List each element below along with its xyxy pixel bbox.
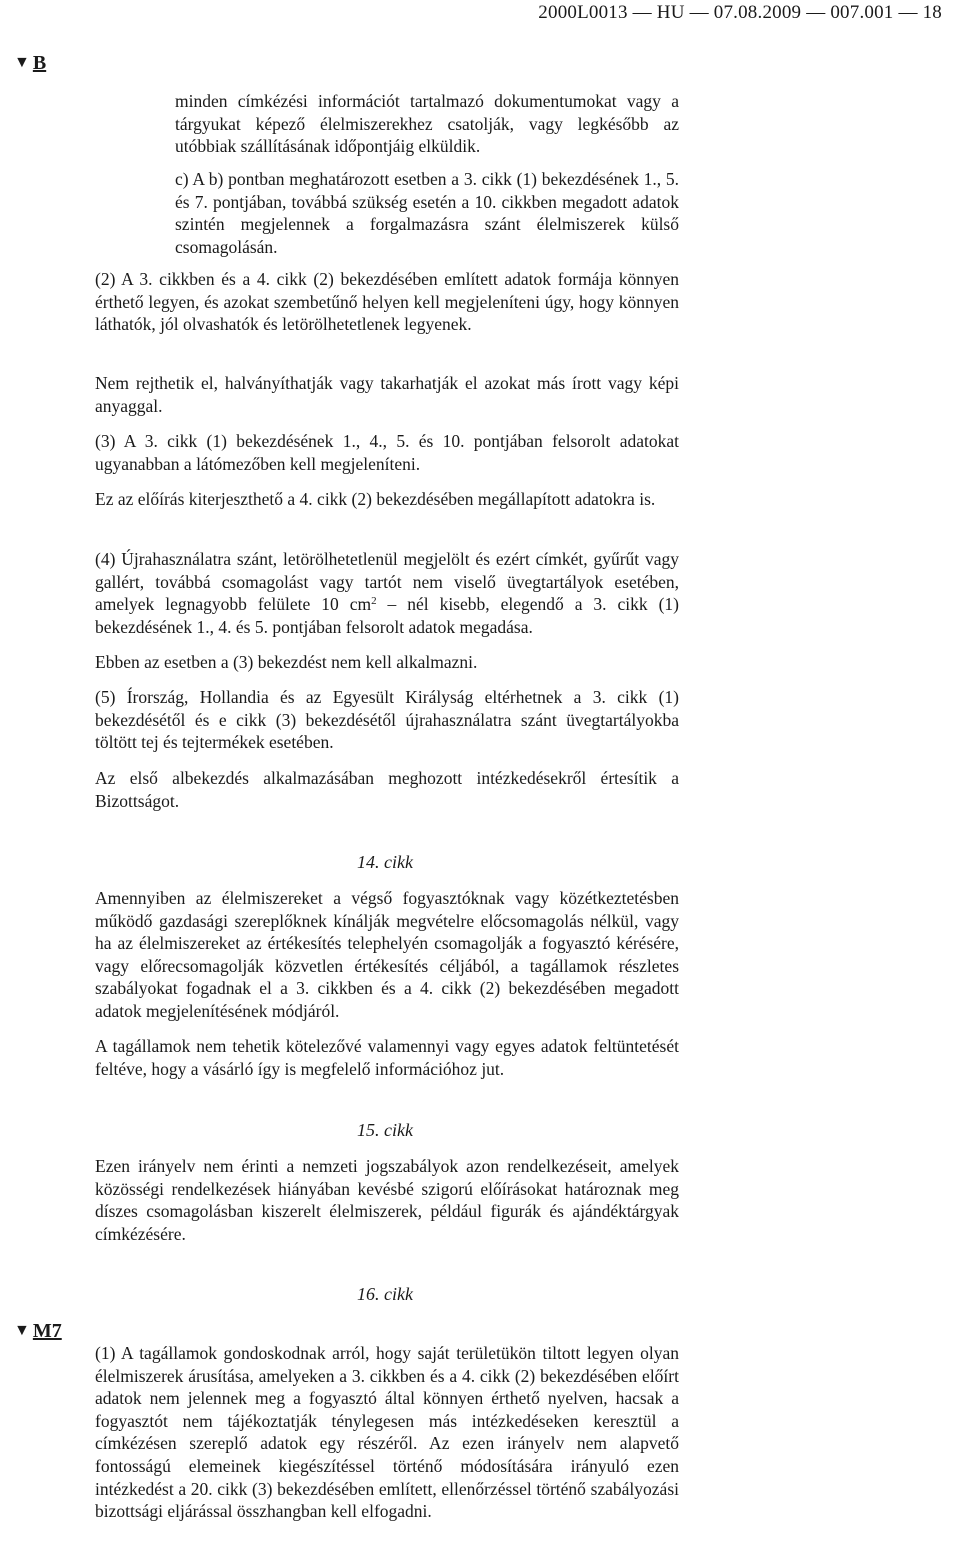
document-reference-header: 2000L0013 — HU — 07.08.2009 — 007.001 — 18: [538, 2, 942, 23]
paragraph-3-sub: Ez az előírás kiterjeszthető a 4. cikk (2) bekezdésében megállapított adatokra is.: [95, 489, 656, 509]
paragraph-2: (2) A 3. cikkben és a 4. cikk (2) bekezdésében említett adatok formája könnyen érthető legyen, és azokat szembetűnő helyen kell megjeleníteni úgy, hogy könnyen láthatók, jól olvashatók és letörölhetetlenek legyenek.: [95, 269, 679, 335]
paragraph-5-sub: Az első albekezdés alkalmazásában meghozott intézkedésekről értesítik a Bizottságot.: [95, 768, 679, 811]
article-14-paragraph-1: Amennyiben az élelmiszereket a végső fogyasztóknak vagy közétkeztetésben működő gazdasági szereplőknek kínálják megvételre előcsomagolás nélkül, vagy ha az élelmiszereket az értékesítés telephelyén csomagolják a fogyasztó kérésére, vagy előrecsomagolják közvetlen értékesítés céljából, a tagállamok részletes szabályokat fogadnak el a 3. cikkben és a 4. cikk (2) bekezdésében megadott adatok megjelenítésének módjáról.: [95, 888, 679, 1021]
paragraph-4: [95, 548, 679, 638]
paragraph-intro: minden címkézési információt tartalmazó dokumentumokat vagy a tárgyukat képező élelmiszerekhez csatolják, vagy legkésőbb az utóbbiak szállításának időpontjáig elküldik.: [175, 91, 679, 157]
paragraph-4-text: (4) Újrahasználatra szánt, letörölhetetlenül megjelölt és ezért címkét, gyűrűt vagy gallért, továbbá csomagolást vagy tartót nem viselő üvegtartályok esetében, amelyek legnagyobb felülete 10 cm: [95, 549, 679, 615]
article-15-paragraph-1: Ezen irányelv nem érinti a nemzeti jogszabályok azon rendelkezéseit, amelyek közösségi rendelkezések hiányában kevésbé szigorú előírásokat határoznak meg díszes csomagolásban kiszerelt élelmiszerek, például figurák és ajándéktárgyak címkézésére.: [95, 1156, 679, 1244]
paragraph-point-c: c) A b) pontban meghatározott esetben a 3. cikk (1) bekezdésének 1., 5. és 7. pontjában, továbbá szükség esetén a 10. cikkben megadott adatok szintén megjelennek a forgalmazásra szánt élelmiszerek külső csomagolásán.: [175, 169, 679, 257]
article-16-paragraph-1: (1) A tagállamok gondoskodnak arról, hogy saját területükön tiltott legyen olyan élelmiszerek árusítása, amelyeken a 3. cikkben és a 4. cikk (2) bekezdésében előírt adatok nem jelennek meg a fogyasztó által könnyen érthető nyelven, hacsak a fogyasztót nem tájékoztatják ténylegesen más intézkedéseken keresztül a címkézésen szereplő adatok egy részéről. Az ezen irányelv nem alapvető fontosságú elemeinek kiegészítéssel történő módosítására irányuló ezen intézkedést a 20. cikk (3) bekezdésében említett, ellenőrzéssel történő szabályozási bizottsági eljárással összhangban kell elfogadni.: [95, 1343, 679, 1522]
paragraph-4-text-end: – nél kisebb, elegendő a 3. cikk (1) bekezdésének 1., 4. és 5. pontjában felsorolt adatok megadása.: [95, 594, 679, 637]
paragraph-5: (5) Írország, Hollandia és az Egyesült Királyság eltérhetnek a 3. cikk (1) bekezdésétől és e cikk (3) bekezdésétől újrahasználatra szánt üvegtartályokba töltött tej és tejtermékek esetében.: [95, 687, 679, 753]
article-14-title: 14. cikk: [357, 852, 413, 872]
marker-label-m7: M7: [32, 1320, 62, 1342]
article-16-title: 16. cikk: [357, 1284, 413, 1304]
paragraph-4-sub: Ebben az esetben a (3) bekezdést nem kell alkalmazni.: [95, 652, 478, 672]
marker-label-b: B: [32, 52, 47, 74]
paragraph-3: (3) A 3. cikk (1) bekezdésének 1., 4., 5. és 10. pontjában felsorolt adatokat ugyanabban a látómezőben kell megjeleníteni.: [95, 431, 679, 474]
article-15-title: 15. cikk: [357, 1120, 413, 1140]
amendment-marker-m7: [14, 1320, 62, 1343]
article-14-paragraph-2: A tagállamok nem tehetik kötelezővé valamennyi vagy egyes adatok feltüntetését feltéve, hogy a vásárló így is megfelelő információhoz jut.: [95, 1036, 679, 1079]
amendment-marker-b: [14, 52, 46, 75]
triangle-down-icon: ▼: [14, 1322, 30, 1339]
unit-superscript: 2: [371, 595, 377, 608]
triangle-down-icon: ▼: [14, 54, 30, 71]
paragraph-2-sub: Nem rejthetik el, halványíthatják vagy takarhatják el azokat más írott vagy képi anyaggal.: [95, 373, 679, 416]
